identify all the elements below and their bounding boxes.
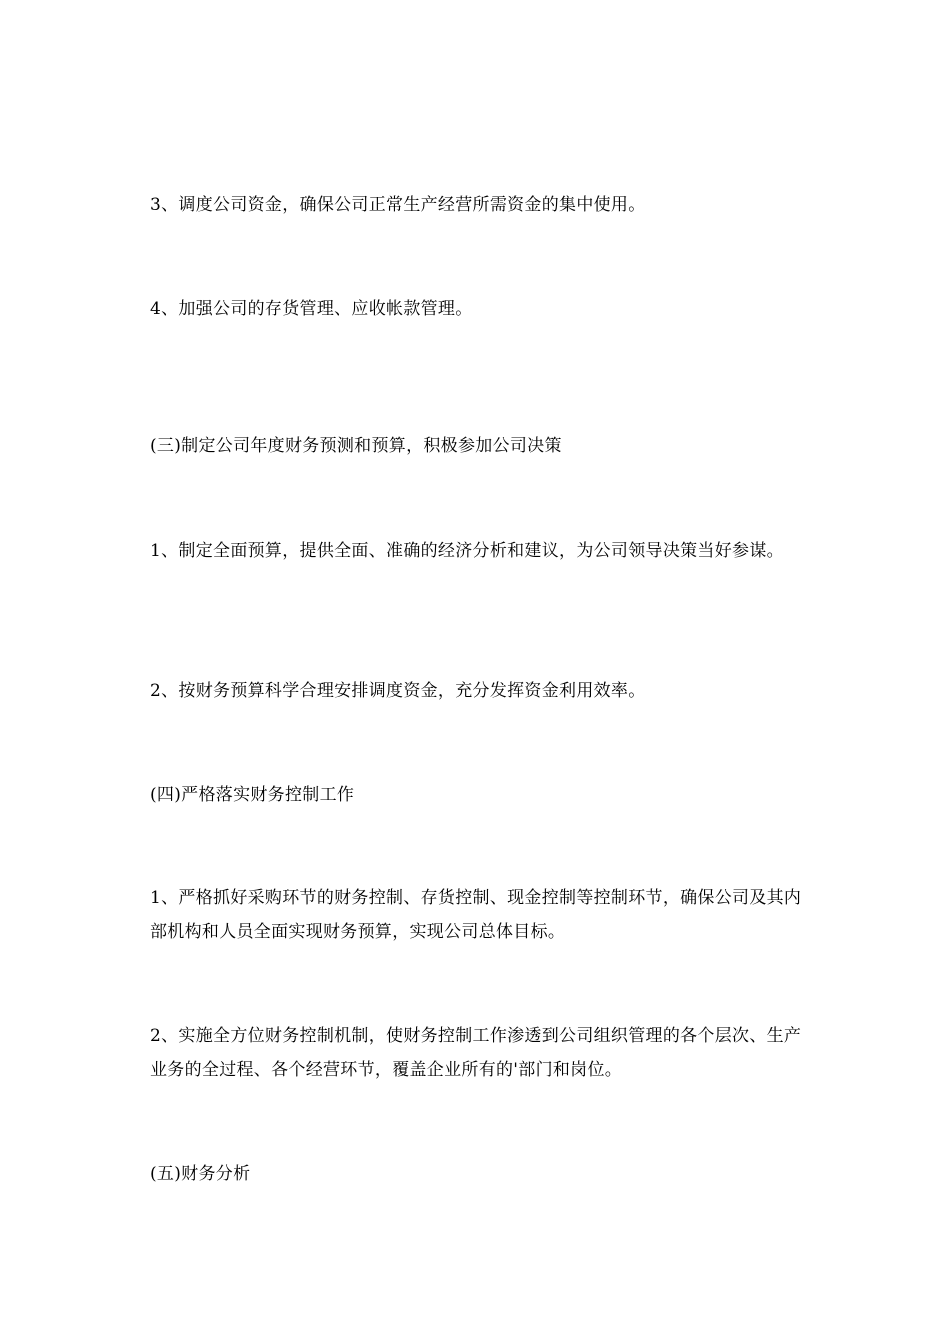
paragraph-item-3: 3、调度公司资金，确保公司正常生产经营所需资金的集中使用。 — [150, 195, 646, 215]
paragraph-item-4: 4、加强公司的存货管理、应收帐款管理。 — [150, 299, 473, 319]
paragraph-budget-2: 2、按财务预算科学合理安排调度资金，充分发挥资金利用效率。 — [150, 681, 646, 701]
paragraph-control-2: 2、实施全方位财务控制机制，使财务控制工作渗透到公司组织管理的各个层次、生产业务的全过程、各个经营环节，覆盖企业所有的'部门和岗位。 — [150, 1026, 802, 1080]
paragraph-control-1: 1、严格抓好采购环节的财务控制、存货控制、现金控制等控制环节，确保公司及其内部机构和人员全面实现财务预算，实现公司总体目标。 — [150, 888, 802, 942]
section-heading-3: (三)制定公司年度财务预测和预算，积极参加公司决策 — [150, 436, 562, 456]
paragraph-budget-1: 1、制定全面预算，提供全面、准确的经济分析和建议，为公司领导决策当好参谋。 — [150, 541, 784, 561]
section-heading-4: (四)严格落实财务控制工作 — [150, 785, 355, 805]
section-heading-5: (五)财务分析 — [150, 1164, 251, 1184]
